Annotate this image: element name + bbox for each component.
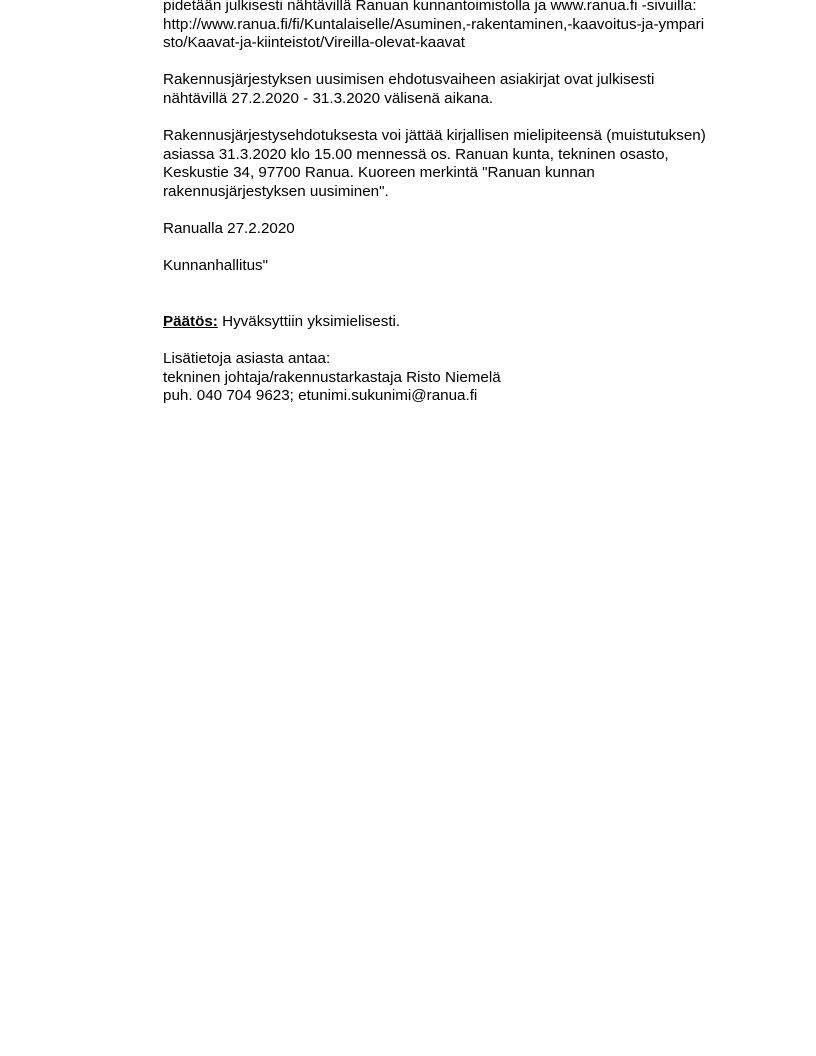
- contact-person: tekninen johtaja/rakennustarkastaja Risto Niemelä: [163, 368, 501, 386]
- url-line: sto/Kaavat-ja-kiinteistot/Vireilla-olevat-kaavat: [163, 34, 465, 52]
- signer: [163, 257, 753, 276]
- decision-paragraph: [163, 313, 753, 332]
- contact-info-paragraph: [163, 350, 753, 406]
- document-body: [163, 0, 753, 406]
- url-line: http://www.ranua.fi/fi/Kuntalaiselle/Asuminen,-rakentaminen,-kaavoitus-ja-ympari: [163, 15, 705, 33]
- place-date-text: Ranualla 27.2.2020: [163, 220, 295, 238]
- text-line: pidetään julkisesti nähtävillä Ranuan kunnantoimistolla ja www.ranua.fi -sivuilla:: [163, 0, 697, 14]
- text-line: rakennusjärjestyksen uusiminen".: [163, 182, 389, 200]
- decision-text: Hyväksyttiin yksimielisesti.: [217, 313, 401, 331]
- paragraph-spacer: [163, 53, 753, 72]
- text-line: Keskustie 34, 97700 Ranua. Kuoreen merkintä "Ranuan kunnan: [163, 164, 595, 182]
- text-line: Rakennusjärjestyksen uusimisen ehdotusvaiheen asiakirjat ovat julkisesti: [163, 71, 655, 89]
- text-line: nähtävillä 27.2.2020 - 31.3.2020 välisenä aikana.: [163, 89, 494, 107]
- notice-availability-paragraph: [163, 0, 753, 53]
- signer-text: Kunnanhallitus": [163, 257, 269, 275]
- paragraph-spacer: [163, 202, 753, 221]
- paragraph-spacer: [163, 109, 753, 128]
- documents-on-display-paragraph: [163, 71, 753, 108]
- place-and-date: [163, 220, 753, 239]
- text-line: asiassa 31.3.2020 klo 15.00 mennessä os. Ranuan kunta, tekninen osasto,: [163, 145, 669, 163]
- feedback-instructions-paragraph: [163, 127, 753, 201]
- decision-line: [163, 313, 753, 332]
- text-line: Rakennusjärjestysehdotuksesta voi jättää kirjallisen mielipiteensä (muistutuksen): [163, 127, 706, 145]
- paragraph-spacer: [163, 332, 753, 351]
- contact-phone-email: puh. 040 704 9623; etunimi.sukunimi@ranua.fi: [163, 387, 478, 405]
- paragraph-spacer: [163, 239, 753, 258]
- contact-heading: Lisätietoja asiasta antaa:: [163, 350, 331, 368]
- decision-label: Päätös:: [163, 313, 218, 331]
- paragraph-spacer: [163, 276, 753, 313]
